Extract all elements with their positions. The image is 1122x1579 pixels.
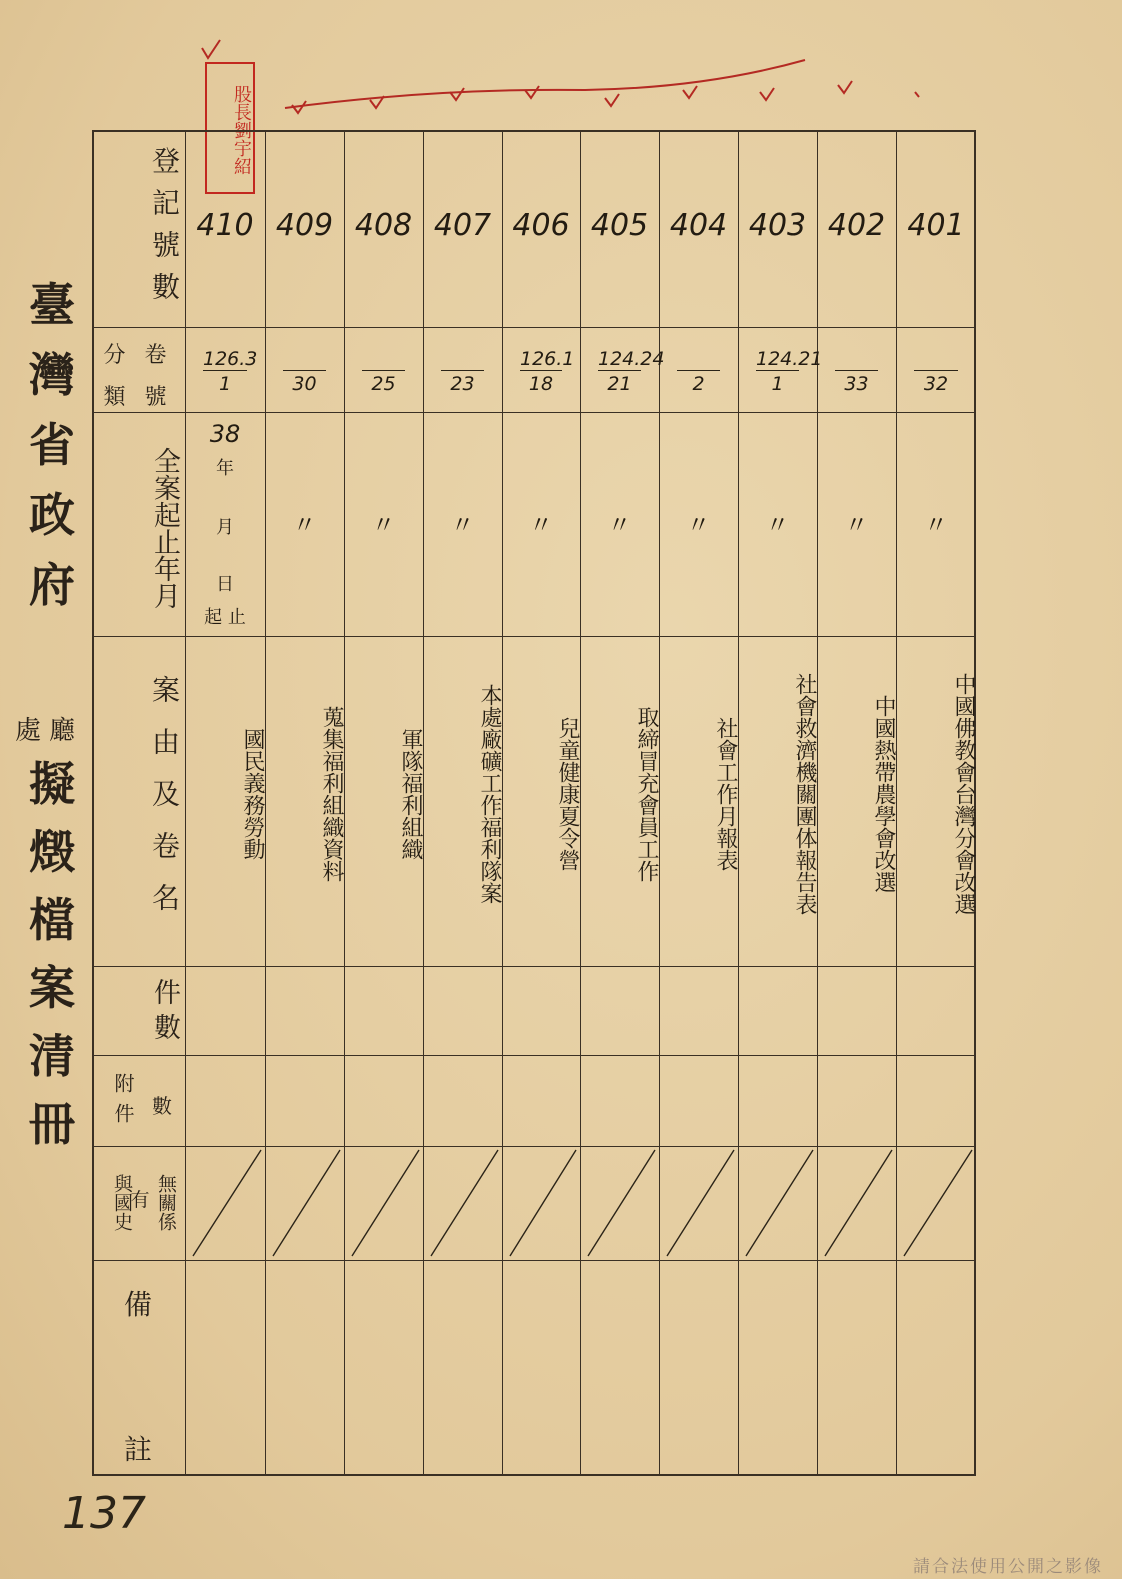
registration-number: 406 <box>512 208 570 243</box>
class-number <box>344 348 423 395</box>
class-number-bottom: 2 <box>692 373 705 395</box>
class-number-bottom: 32 <box>923 373 949 395</box>
period-ditto: 〃 <box>292 511 317 539</box>
period-ditto: 〃 <box>450 511 475 539</box>
history-slash <box>510 1150 576 1256</box>
subject-title: 取締冒充會員工作 <box>634 706 659 882</box>
period-ditto: 〃 <box>686 511 711 539</box>
registration-number: 401 <box>907 208 965 243</box>
class-number <box>423 348 502 395</box>
class-number-bottom: 33 <box>844 373 869 395</box>
period-ditto: 〃 <box>844 511 869 539</box>
history-slash <box>667 1150 734 1256</box>
class-number-bottom: 18 <box>528 373 554 395</box>
period-month-label: 月 <box>216 517 234 538</box>
history-slash <box>825 1150 892 1256</box>
approval-stamp: 股長劉宇紹 <box>205 62 255 194</box>
header-subject: 案由及卷名 <box>148 675 181 935</box>
subject-title: 兒童健康夏令營 <box>555 717 580 871</box>
history-slash <box>273 1150 340 1256</box>
header-attach: 附件 <box>111 1073 135 1133</box>
registration-number: 408 <box>354 208 413 243</box>
register-title-char: 案 <box>29 961 75 1015</box>
register-title-char: 清 <box>29 1029 75 1083</box>
class-number <box>502 348 580 395</box>
government-title-char: 政 <box>29 488 75 542</box>
history-slash <box>904 1150 972 1256</box>
register-title-char: 燬 <box>29 825 75 879</box>
subject-title: 本處廠礦工作福利隊案 <box>477 684 502 904</box>
header-attach-count: 數 <box>152 1094 172 1118</box>
register-title-char: 擬 <box>29 757 75 811</box>
history-slash <box>431 1150 498 1256</box>
history-slash <box>588 1150 655 1256</box>
period-ditto: 〃 <box>765 511 790 539</box>
department-label: 處廳 <box>15 716 84 746</box>
class-number-bottom: 30 <box>292 373 317 395</box>
class-number <box>580 348 665 395</box>
government-title-char: 灣 <box>29 348 75 402</box>
class-number <box>896 348 976 395</box>
class-number-top: 124.24 <box>598 348 665 370</box>
header-history-with: 與國史 <box>111 1173 133 1231</box>
period-ditto: 〃 <box>607 511 632 539</box>
government-title <box>22 270 82 620</box>
header-class-bottom: 類 號 <box>103 385 173 410</box>
period-ditto: 〃 <box>529 511 553 539</box>
class-number <box>659 348 738 395</box>
class-number-top <box>362 348 405 371</box>
history-slash <box>352 1150 419 1256</box>
registration-number: 402 <box>827 208 886 243</box>
subject-title: 蒐集福利組織資料 <box>319 706 344 882</box>
header-history-unrelated: 無關係 <box>155 1173 177 1231</box>
class-number-bottom: 21 <box>607 373 632 395</box>
class-number-top <box>677 348 720 371</box>
class-number <box>817 348 896 395</box>
class-number <box>738 348 823 395</box>
header-remarks-bottom: 註 <box>123 1433 152 1466</box>
period-year-value: 38 <box>209 420 241 448</box>
history-slash <box>746 1150 813 1256</box>
registration-number: 405 <box>590 208 649 243</box>
subject-title: 中國熱帶農學會改選 <box>871 695 896 893</box>
header-period: 全案起止年月 <box>149 447 180 609</box>
period-day-label: 日 <box>216 574 234 595</box>
page-number: 137 <box>62 1488 146 1539</box>
subject-title: 中國佛教會台灣分會改選 <box>951 673 976 915</box>
class-number-top <box>283 348 326 371</box>
registration-number: 403 <box>748 208 807 243</box>
class-number-bottom: 23 <box>450 373 475 395</box>
government-title-char: 府 <box>29 558 75 612</box>
period-start-end-label: 起 止 <box>204 607 246 628</box>
register-title-char: 檔 <box>29 893 75 947</box>
class-number-bottom: 1 <box>771 373 784 395</box>
registration-number: 407 <box>433 208 492 243</box>
period-year-label: 年 <box>216 458 234 479</box>
subject-title: 軍隊福利組織 <box>398 728 423 860</box>
registration-number: 409 <box>275 208 334 243</box>
class-number-bottom: 25 <box>371 373 396 395</box>
header-reg-no: 登記號數 <box>148 146 181 314</box>
class-number-top <box>914 348 958 371</box>
subject-title: 社會工作月報表 <box>713 717 738 871</box>
subject-title: 國民義務勞動 <box>240 728 265 860</box>
period-ditto: 〃 <box>371 511 396 539</box>
registration-number: 404 <box>669 208 728 243</box>
header-class-top: 分 卷 <box>103 343 173 368</box>
government-title-char: 省 <box>29 418 75 472</box>
header-remarks-top: 備 <box>123 1288 152 1321</box>
register-title-char: 冊 <box>29 1097 75 1151</box>
class-number <box>265 348 344 395</box>
class-number-top <box>441 348 484 371</box>
header-history-related: 有 <box>130 1189 150 1211</box>
class-number <box>185 348 265 395</box>
register-title <box>22 750 82 1158</box>
history-slash <box>193 1150 261 1256</box>
period-ditto: 〃 <box>924 511 948 539</box>
subject-title: 社會救濟機關團体報告表 <box>792 673 817 915</box>
class-number-top: 126.3 <box>203 348 258 370</box>
header-count: 件數 <box>149 977 180 1048</box>
class-number-bottom: 1 <box>218 373 232 395</box>
class-number-top <box>835 348 878 371</box>
government-title-char: 臺 <box>29 278 75 332</box>
class-number-top: 126.1 <box>520 348 575 370</box>
watermark: 請合法使用公開之影像 <box>913 1557 1103 1577</box>
class-number-top: 124.21 <box>756 348 823 370</box>
registration-number: 410 <box>196 208 254 243</box>
